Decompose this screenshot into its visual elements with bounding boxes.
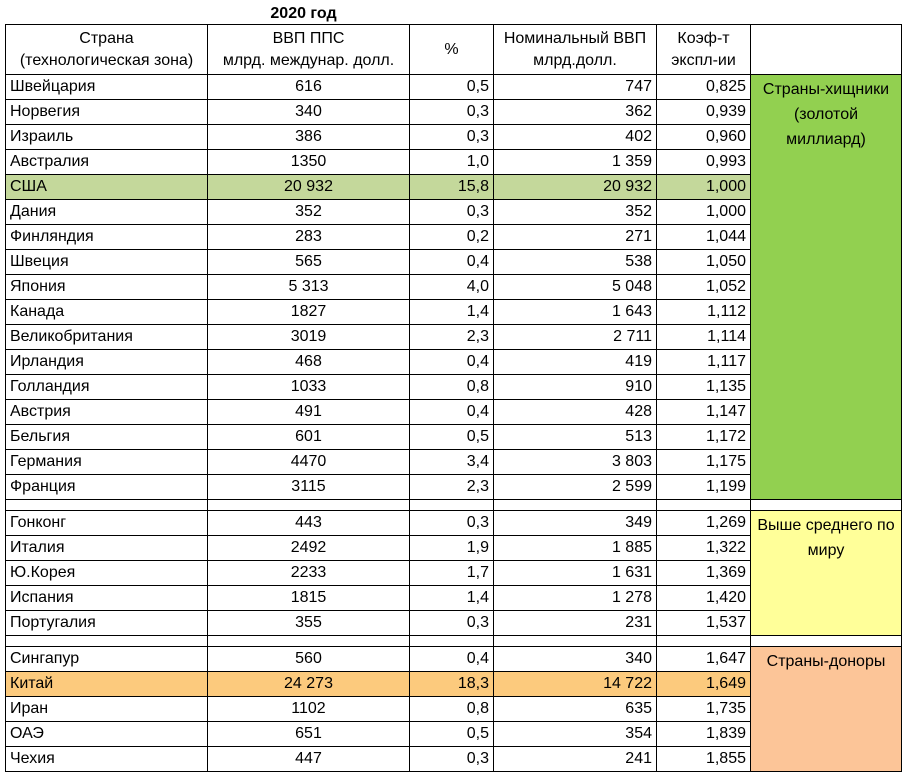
percent-cell: 0,3: [410, 511, 494, 536]
separator-cell: [208, 500, 410, 511]
country-cell: Япония: [6, 275, 208, 300]
coef-cell: 1,000: [657, 175, 751, 200]
percent-cell: 0,8: [410, 697, 494, 722]
group-label: Выше среднего по миру: [751, 511, 902, 636]
percent-cell: 1,7: [410, 561, 494, 586]
ppp-cell: 24 273: [208, 672, 410, 697]
ppp-cell: 1827: [208, 300, 410, 325]
coef-cell: 1,647: [657, 647, 751, 672]
coef-cell: 1,135: [657, 375, 751, 400]
coef-cell: 1,175: [657, 450, 751, 475]
nominal-cell: 402: [494, 125, 657, 150]
coef-cell: 0,939: [657, 100, 751, 125]
header-percent: %: [410, 25, 494, 75]
percent-cell: 15,8: [410, 175, 494, 200]
separator-cell: [6, 500, 208, 511]
ppp-cell: 1350: [208, 150, 410, 175]
nominal-cell: 1 885: [494, 536, 657, 561]
ppp-cell: 447: [208, 747, 410, 772]
separator-cell: [751, 636, 902, 647]
country-cell: Франция: [6, 475, 208, 500]
header-row: [6, 25, 902, 75]
separator-cell: [208, 636, 410, 647]
percent-cell: 2,3: [410, 475, 494, 500]
country-cell: Иран: [6, 697, 208, 722]
nominal-cell: 1 278: [494, 586, 657, 611]
country-cell: Чехия: [6, 747, 208, 772]
ppp-cell: 355: [208, 611, 410, 636]
group-separator: [6, 636, 902, 647]
coef-cell: 1,369: [657, 561, 751, 586]
coef-cell: 1,855: [657, 747, 751, 772]
nominal-cell: 354: [494, 722, 657, 747]
ppp-cell: 443: [208, 511, 410, 536]
table-row: [6, 511, 902, 536]
nominal-cell: 513: [494, 425, 657, 450]
header-ppp: ВВП ППС млрд. междунар. долл.: [208, 25, 410, 75]
percent-cell: 0,3: [410, 611, 494, 636]
ppp-cell: 651: [208, 722, 410, 747]
nominal-cell: 2 711: [494, 325, 657, 350]
group-label: Страны-доноры: [751, 647, 902, 772]
nominal-cell: 419: [494, 350, 657, 375]
country-cell: Дания: [6, 200, 208, 225]
nominal-cell: 231: [494, 611, 657, 636]
coef-cell: 1,649: [657, 672, 751, 697]
country-cell: Канада: [6, 300, 208, 325]
percent-cell: 0,3: [410, 747, 494, 772]
ppp-cell: 616: [208, 75, 410, 100]
nominal-cell: 352: [494, 200, 657, 225]
country-cell: Гонконг: [6, 511, 208, 536]
country-cell: Италия: [6, 536, 208, 561]
country-cell: США: [6, 175, 208, 200]
percent-cell: 4,0: [410, 275, 494, 300]
ppp-cell: 601: [208, 425, 410, 450]
coef-cell: 1,199: [657, 475, 751, 500]
nominal-cell: 14 722: [494, 672, 657, 697]
percent-cell: 0,3: [410, 200, 494, 225]
nominal-cell: 1 643: [494, 300, 657, 325]
ppp-cell: 386: [208, 125, 410, 150]
header-group: [751, 25, 902, 75]
ppp-cell: 5 313: [208, 275, 410, 300]
table-row: [6, 75, 902, 100]
coef-cell: 1,117: [657, 350, 751, 375]
coef-cell: 1,322: [657, 536, 751, 561]
percent-cell: 1,4: [410, 300, 494, 325]
country-cell: ОАЭ: [6, 722, 208, 747]
country-cell: Ю.Корея: [6, 561, 208, 586]
ppp-cell: 1815: [208, 586, 410, 611]
country-cell: Финляндия: [6, 225, 208, 250]
nominal-cell: 349: [494, 511, 657, 536]
nominal-cell: 747: [494, 75, 657, 100]
ppp-cell: 491: [208, 400, 410, 425]
percent-cell: 0,4: [410, 250, 494, 275]
coef-cell: 0,993: [657, 150, 751, 175]
country-cell: Германия: [6, 450, 208, 475]
coef-cell: 1,000: [657, 200, 751, 225]
ppp-cell: 20 932: [208, 175, 410, 200]
gdp-table: [5, 24, 902, 772]
percent-cell: 0,8: [410, 375, 494, 400]
ppp-cell: 1102: [208, 697, 410, 722]
nominal-cell: 20 932: [494, 175, 657, 200]
coef-cell: 1,044: [657, 225, 751, 250]
separator-cell: [410, 636, 494, 647]
separator-cell: [494, 636, 657, 647]
percent-cell: 0,5: [410, 722, 494, 747]
country-cell: Австралия: [6, 150, 208, 175]
coef-cell: 1,050: [657, 250, 751, 275]
percent-cell: 1,4: [410, 586, 494, 611]
coef-cell: 1,839: [657, 722, 751, 747]
separator-cell: [410, 500, 494, 511]
percent-cell: 0,4: [410, 400, 494, 425]
header-nominal: Номинальный ВВП млрд.долл.: [494, 25, 657, 75]
country-cell: Голландия: [6, 375, 208, 400]
table-title: 2020 год: [270, 5, 337, 22]
percent-cell: 0,5: [410, 75, 494, 100]
percent-cell: 0,3: [410, 125, 494, 150]
ppp-cell: 3019: [208, 325, 410, 350]
country-cell: Израиль: [6, 125, 208, 150]
separator-cell: [751, 500, 902, 511]
percent-cell: 2,3: [410, 325, 494, 350]
ppp-cell: 468: [208, 350, 410, 375]
separator-cell: [494, 500, 657, 511]
country-cell: Швейцария: [6, 75, 208, 100]
country-cell: Португалия: [6, 611, 208, 636]
nominal-cell: 3 803: [494, 450, 657, 475]
percent-cell: 1,0: [410, 150, 494, 175]
percent-cell: 18,3: [410, 672, 494, 697]
group-label: Страны-хищники (золотой миллиард): [751, 75, 902, 500]
ppp-cell: 560: [208, 647, 410, 672]
nominal-cell: 2 599: [494, 475, 657, 500]
country-cell: Великобритания: [6, 325, 208, 350]
coef-cell: 1,735: [657, 697, 751, 722]
nominal-cell: 241: [494, 747, 657, 772]
coef-cell: 1,147: [657, 400, 751, 425]
coef-cell: 1,112: [657, 300, 751, 325]
ppp-cell: 340: [208, 100, 410, 125]
percent-cell: 1,9: [410, 536, 494, 561]
ppp-cell: 1033: [208, 375, 410, 400]
separator-cell: [6, 636, 208, 647]
nominal-cell: 1 631: [494, 561, 657, 586]
nominal-cell: 1 359: [494, 150, 657, 175]
coef-cell: 0,960: [657, 125, 751, 150]
nominal-cell: 5 048: [494, 275, 657, 300]
coef-cell: 1,537: [657, 611, 751, 636]
percent-cell: 0,4: [410, 350, 494, 375]
nominal-cell: 428: [494, 400, 657, 425]
coef-cell: 1,114: [657, 325, 751, 350]
ppp-cell: 2233: [208, 561, 410, 586]
percent-cell: 0,4: [410, 647, 494, 672]
separator-cell: [657, 500, 751, 511]
coef-cell: 1,052: [657, 275, 751, 300]
nominal-cell: 362: [494, 100, 657, 125]
ppp-cell: 283: [208, 225, 410, 250]
nominal-cell: 635: [494, 697, 657, 722]
header-country: Страна (технологическая зона): [6, 25, 208, 75]
country-cell: Бельгия: [6, 425, 208, 450]
country-cell: Ирландия: [6, 350, 208, 375]
country-cell: Австрия: [6, 400, 208, 425]
country-cell: Китай: [6, 672, 208, 697]
ppp-cell: 565: [208, 250, 410, 275]
nominal-cell: 910: [494, 375, 657, 400]
coef-cell: 1,172: [657, 425, 751, 450]
coef-cell: 1,420: [657, 586, 751, 611]
group-separator: [6, 500, 902, 511]
ppp-cell: 3115: [208, 475, 410, 500]
country-cell: Сингапур: [6, 647, 208, 672]
country-cell: Норвегия: [6, 100, 208, 125]
table-row: [6, 647, 902, 672]
header-coef: Коэф-т экспл-ии: [657, 25, 751, 75]
percent-cell: 0,3: [410, 100, 494, 125]
nominal-cell: 538: [494, 250, 657, 275]
separator-cell: [657, 636, 751, 647]
ppp-cell: 4470: [208, 450, 410, 475]
nominal-cell: 271: [494, 225, 657, 250]
percent-cell: 0,2: [410, 225, 494, 250]
country-cell: Швеция: [6, 250, 208, 275]
country-cell: Испания: [6, 586, 208, 611]
coef-cell: 0,825: [657, 75, 751, 100]
percent-cell: 0,5: [410, 425, 494, 450]
ppp-cell: 352: [208, 200, 410, 225]
ppp-cell: 2492: [208, 536, 410, 561]
nominal-cell: 340: [494, 647, 657, 672]
coef-cell: 1,269: [657, 511, 751, 536]
percent-cell: 3,4: [410, 450, 494, 475]
